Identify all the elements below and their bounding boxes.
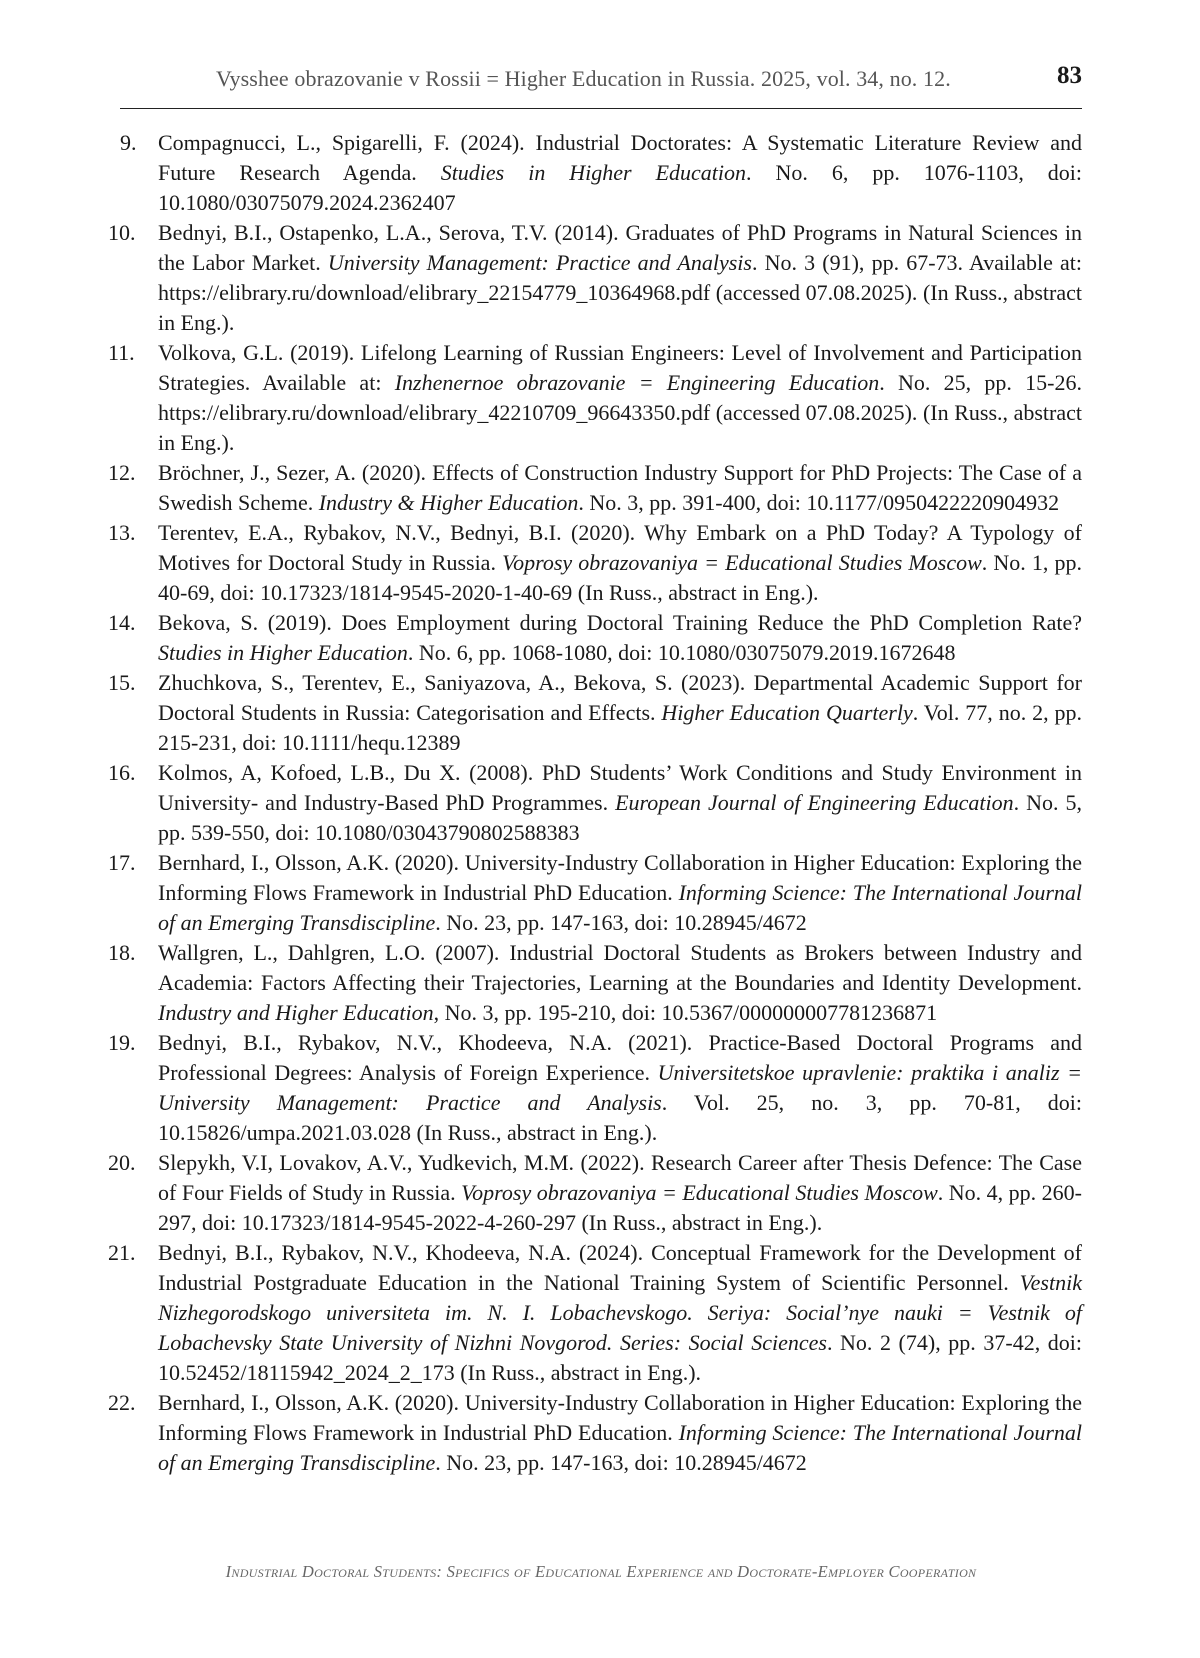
reference-journal: European Journal of Engineering Education [615, 790, 1014, 815]
reference-text: Bekova, S. (2019). Does Employment during Doctoral Training Reduce the PhD Completion Rate? [158, 610, 1082, 635]
reference-item [108, 458, 1082, 518]
reference-number: 14. [108, 610, 136, 635]
reference-journal: Inzhenernoe obrazovanie = Engineering Education [394, 370, 880, 395]
running-header [120, 60, 1082, 109]
reference-details: . No. 3 (91), pp. 67-73. Available at: https://elibrary.ru/download/elibrary_22154779_10364968.pdf (accessed 07.08.2025). (In Russ., abstract in Eng.). [158, 250, 1082, 335]
reference-text: Kolmos, A, Kofoed, L.B., Du X. (2008). PhD Students’ Work Conditions and Study Environment in University- and Industry-Based PhD Programmes. [158, 760, 1082, 815]
reference-text: Bernhard, I., Olsson, A.K. (2020). University-Industry Collaboration in Higher Education: Exploring the Informing Flows Framework in Industrial PhD Education. [158, 1390, 1082, 1445]
reference-item [108, 668, 1082, 758]
reference-item [108, 1238, 1082, 1388]
reference-item [108, 218, 1082, 338]
reference-text: Bernhard, I., Olsson, A.K. (2020). University-Industry Collaboration in Higher Education: Exploring the Informing Flows Framework in Industrial PhD Education. [158, 850, 1082, 905]
reference-number: 19. [108, 1030, 136, 1055]
reference-details: . No. 3, pp. 391-400, doi: 10.1177/0950422220904932 [578, 490, 1060, 515]
reference-number: 11. [108, 340, 135, 365]
reference-journal: Voprosy obrazovaniya = Educational Studies Moscow [461, 1180, 938, 1205]
running-footer: Industrial Doctoral Students: Specifics of Educational Experience and Doctorate-Employer Cooperation [225, 1562, 977, 1581]
reference-details: . No. 23, pp. 147-163, doi: 10.28945/4672 [435, 910, 807, 935]
reference-item [108, 1148, 1082, 1238]
reference-text: Wallgren, L., Dahlgren, L.O. (2007). Industrial Doctoral Students as Brokers between Industry and Academia: Factors Affecting their Trajectories, Learning at the Boundaries and Identity Development. [158, 940, 1082, 995]
reference-text: Bednyi, B.I., Rybakov, N.V., Khodeeva, N.A. (2024). Conceptual Framework for the Development of Industrial Postgraduate Education in the National Training System of Scientific Personnel. [158, 1240, 1082, 1295]
reference-text: Bröchner, J., Sezer, A. (2020). Effects of Construction Industry Support for PhD Projects: The Case of a Swedish Scheme. [158, 460, 1082, 515]
reference-number: 16. [108, 760, 136, 785]
reference-details: . No. 1, pp. 40-69, doi: 10.17323/1814-9545-2020-1-40-69 (In Russ., abstract in Eng.). [158, 550, 1083, 605]
reference-journal: University Management: Practice and Analysis [327, 250, 752, 275]
reference-item [120, 128, 1082, 218]
reference-details: . No. 6, pp. 1068-1080, doi: 10.1080/03075079.2019.1672648 [407, 640, 956, 665]
reference-number: 18. [108, 940, 136, 965]
reference-journal: Voprosy obrazovaniya = Educational Studies Moscow [502, 550, 982, 575]
reference-journal: Higher Education Quarterly [661, 700, 913, 725]
reference-item [108, 338, 1082, 458]
reference-text: Compagnucci, L., Spigarelli, F. (2024). Industrial Doctorates: A Systematic Literature Review and Future Research Agenda. [158, 130, 1082, 185]
reference-item [108, 1028, 1083, 1148]
reference-number: 13. [108, 520, 136, 545]
reference-number: 10. [108, 220, 136, 245]
reference-item [108, 608, 1082, 668]
reference-text: Bednyi, B.I., Ostapenko, L.A., Serova, T.V. (2014). Graduates of PhD Programs in Natural Sciences in the Labor Market. [158, 220, 1082, 275]
journal-citation: Vysshee obrazovanie v Rossii = Higher Education in Russia. 2025, vol. 34, no. 12. [216, 66, 951, 91]
reference-item [108, 1388, 1082, 1478]
reference-number: 20. [108, 1150, 136, 1175]
reference-journal: Studies in Higher Education [440, 160, 747, 185]
reference-text: Zhuchkova, S., Terentev, E., Saniyazova, A., Bekova, S. (2023). Departmental Academic Support for Doctoral Students in Russia: Categorisation and Effects. [158, 670, 1082, 725]
reference-number: 15. [108, 670, 136, 695]
page-number: 83 [1057, 62, 1082, 89]
reference-item [108, 758, 1082, 848]
reference-text: Volkova, G.L. (2019). Lifelong Learning of Russian Engineers: Level of Involvement and Participation Strategies. Available at: [158, 340, 1082, 395]
reference-journal: Vestnik Nizhegorodskogo universiteta im. N. I. Lobachevskogo. Seriya: Social’nye nauki = Vestnik of Lobachevsky State University of Nizhni Novgorod. Series: Social Sciences [158, 1270, 1082, 1355]
reference-details: . Vol. 77, no. 2, pp. 215-231, doi: 10.1111/hequ.12389 [158, 700, 1082, 755]
reference-journal: Informing Science: The International Journal of an Emerging Transdiscipline [158, 880, 1082, 935]
reference-item [108, 848, 1082, 938]
reference-list [108, 128, 1083, 1478]
reference-details: . No. 25, pp. 15-26. https://elibrary.ru/download/elibrary_42210709_96643350.pdf (accessed 07.08.2025). (In Russ., abstract in Eng.). [158, 370, 1082, 455]
reference-details: . No. 6, pp. 1076-1103, doi: 10.1080/03075079.2024.2362407 [158, 160, 1083, 215]
reference-item [108, 938, 1082, 1028]
reference-number: 22. [108, 1390, 136, 1415]
reference-item [108, 518, 1083, 608]
reference-journal: Universitetskoe upravlenie: praktika i analiz = University Management: Practice and Analysis [158, 1060, 1083, 1115]
reference-number: 17. [108, 850, 136, 875]
reference-number: 12. [108, 460, 136, 485]
reference-details: . No. 2 (74), pp. 37-42, doi: 10.52452/18115942_2024_2_173 (In Russ., abstract in Eng.). [158, 1330, 1082, 1385]
reference-details: . No. 5, pp. 539-550, doi: 10.1080/03043790802588383 [158, 790, 1082, 845]
reference-journal: Industry and Higher Education [158, 1000, 434, 1025]
reference-details: , No. 3, pp. 195-210, doi: 10.5367/000000007781236871 [433, 1000, 938, 1025]
reference-number: 9. [120, 130, 137, 155]
reference-journal: Informing Science: The International Journal of an Emerging Transdiscipline [158, 1420, 1082, 1475]
reference-journal: Studies in Higher Education [158, 640, 408, 665]
reference-details: . No. 23, pp. 147-163, doi: 10.28945/4672 [435, 1450, 807, 1475]
reference-details: . Vol. 25, no. 3, pp. 70-81, doi: 10.15826/umpa.2021.03.028 (In Russ., abstract in Eng.). [158, 1090, 1082, 1145]
reference-text: Bednyi, B.I., Rybakov, N.V., Khodeeva, N.A. (2021). Practice-Based Doctoral Programs and Professional Degrees: Analysis of Foreign Experience. [158, 1030, 1082, 1085]
reference-text: Terentev, E.A., Rybakov, N.V., Bednyi, B.I. (2020). Why Embark on a PhD Today? A Typology of Motives for Doctoral Study in Russia. [158, 520, 1082, 575]
reference-details: . No. 4, pp. 260-297, doi: 10.17323/1814-9545-2022-4-260-297 (In Russ., abstract in Eng.). [158, 1180, 1082, 1235]
reference-journal: Industry & Higher Education [318, 490, 579, 515]
reference-number: 21. [108, 1240, 136, 1265]
reference-text: Slepykh, V.I, Lovakov, A.V., Yudkevich, M.M. (2022). Research Career after Thesis Defence: The Case of Four Fields of Study in Russia. [158, 1150, 1082, 1205]
